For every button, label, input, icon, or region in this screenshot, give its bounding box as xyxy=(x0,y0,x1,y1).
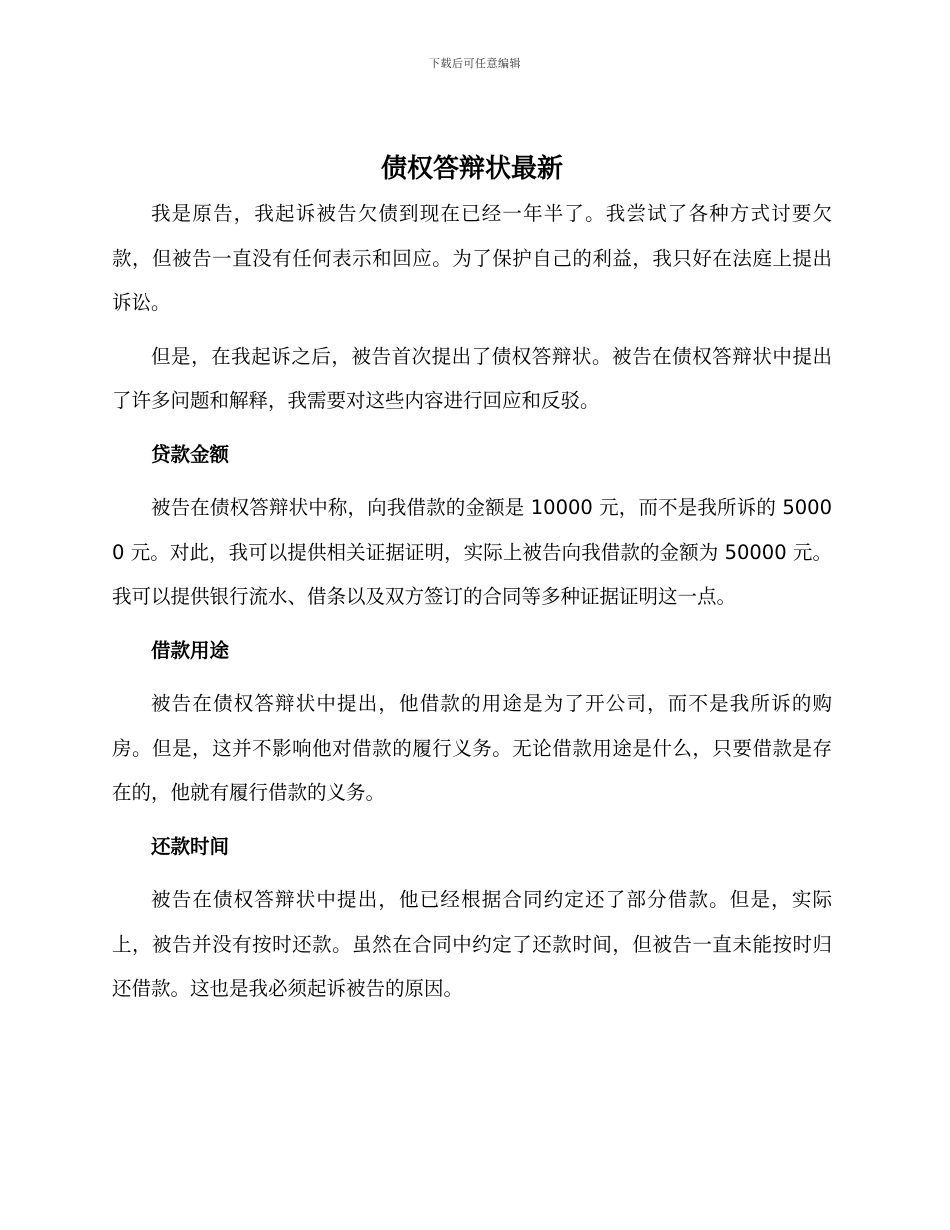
section-heading-loan-amount: 贷款金额 xyxy=(151,442,230,466)
section-heading-repayment-time: 还款时间 xyxy=(151,834,230,858)
document-title: 债权答辩状最新 xyxy=(380,154,563,184)
section-paragraph-loan-amount: 被告在债权答辩状中称，向我借款的金额是 10000 元，而不是我所诉的 50000 元。对此，我可以提供相关证据证明，实际上被告向我借款的金额为 50000 元。我可以提供银行流水、借条以及双方签订的合同等多种证据证明这一点。 xyxy=(112,496,832,608)
intro-paragraph: 但是，在我起诉之后，被告首次提出了债权答辩状。被告在债权答辩状中提出了许多问题和解释，我需要对这些内容进行回应和反驳。 xyxy=(112,344,832,412)
page-header-note: 下载后可任意编辑 xyxy=(429,57,521,70)
section-heading-loan-purpose: 借款用途 xyxy=(151,638,230,662)
intro-paragraph: 我是原告，我起诉被告欠债到现在已经一年半了。我尝试了各种方式讨要欠款，但被告一直没有任何表示和回应。为了保护自己的利益，我只好在法庭上提出诉讼。 xyxy=(112,202,832,314)
document-body xyxy=(112,150,832,1021)
section-paragraph-repayment-time: 被告在债权答辩状中提出，他已经根据合同约定还了部分借款。但是，实际上，被告并没有按时还款。虽然在合同中约定了还款时间，但被告一直未能按时归还借款。这也是我必须起诉被告的原因。 xyxy=(112,888,832,1000)
section-paragraph-loan-purpose: 被告在债权答辩状中提出，他借款的用途是为了开公司，而不是我所诉的购房。但是，这并不影响他对借款的履行义务。无论借款用途是什么，只要借款是存在的，他就有履行借款的义务。 xyxy=(112,692,832,804)
